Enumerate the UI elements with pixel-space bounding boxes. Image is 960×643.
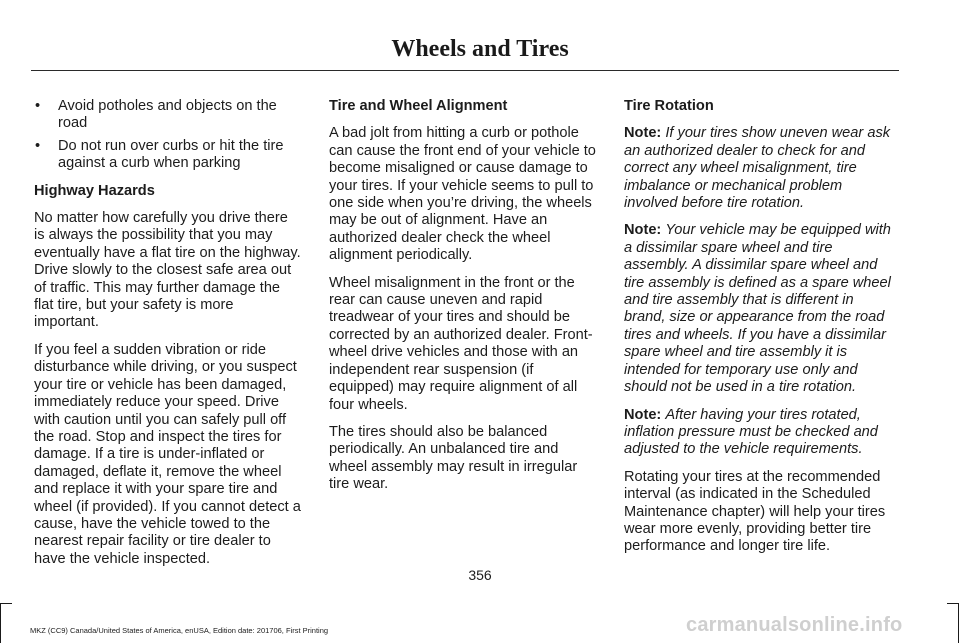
bullet-icon: • bbox=[35, 98, 41, 114]
note bbox=[624, 125, 892, 212]
note-label: Note: bbox=[624, 222, 662, 239]
section-heading-highway-hazards: Highway Hazards bbox=[34, 182, 155, 199]
list-item-text: Do not run over curbs or hit the tire against a curb when parking bbox=[58, 137, 284, 172]
note-label: Note: bbox=[624, 125, 662, 142]
page-number: 356 bbox=[468, 567, 492, 583]
list-item bbox=[34, 98, 302, 133]
column-1 bbox=[34, 98, 302, 578]
paragraph: Rotating your tires at the recommended interval (as indicated in the Scheduled Maintenance chapter) will help your tires wear more evenly, providing better tire performance and longer tire life. bbox=[624, 468, 886, 555]
list-item bbox=[34, 138, 302, 173]
title-divider bbox=[31, 70, 899, 71]
page-title: Wheels and Tires bbox=[391, 36, 569, 62]
note bbox=[624, 222, 892, 396]
list-item-text: Avoid potholes and objects on the road bbox=[58, 98, 277, 132]
section-heading-tire-rotation: Tire Rotation bbox=[624, 98, 714, 114]
edition-footer: MKZ (CC9) Canada/United States of America, enUSA, Edition date: 201706, First Printing bbox=[30, 626, 329, 635]
note bbox=[624, 407, 892, 459]
section-heading-tire-wheel-alignment: Tire and Wheel Alignment bbox=[329, 98, 508, 114]
paragraph: No matter how carefully you drive there is always the possibility that you may eventually have a flat tire on the highway. Drive slowly to the closest safe area out of traffic. This may further damage the flat tire, but your safety is more important. bbox=[34, 210, 301, 331]
column-3 bbox=[624, 98, 892, 566]
bullet-icon: • bbox=[35, 137, 41, 154]
note-text: After having your tires rotated, inflation pressure must be checked and adjusted to the vehicle requirements. bbox=[624, 406, 878, 458]
note-text: If your tires show uneven wear ask an authorized dealer to check for and correct any wheel misalignment, tire imbalance or mechanical problem involved before tire rotation. bbox=[624, 125, 891, 212]
paragraph: Wheel misalignment in the front or the rear can cause uneven and rapid treadwear of your tires and should be corrected by an authorized dealer. Front-wheel drive vehicles and those with an independent rear suspension (if equipped) may require alignment of all four wheels. bbox=[329, 274, 593, 413]
paragraph: If you feel a sudden vibration or ride disturbance while driving, or you suspect your tire or vehicle has been damaged, immediately reduce your speed. Drive with caution until you can safely pull off the road. Stop and inspect the tires for damage. If a tire is under-inflated or damaged, deflate it, remove the wheel and replace it with your spare tire and wheel (if provided). If you cannot detect a cause, have the vehicle towed to the nearest repair facility or tire dealer to have the vehicle inspected. bbox=[34, 341, 301, 567]
note-label: Note: bbox=[624, 406, 662, 423]
column-2 bbox=[329, 98, 597, 504]
paragraph: A bad jolt from hitting a curb or pothole can cause the front end of your vehicle to become misaligned or cause damage to your tires. If your vehicle seems to pull to one side when you’re driving, the wheels may be out of alignment. Have an authorized dealer check the wheel alignment periodically. bbox=[329, 125, 596, 264]
note-text: Your vehicle may be equipped with a dissimilar spare wheel and tire assembly. A dissimilar spare wheel and tire assembly is defined as a spare wheel and tire assembly that is different in brand, size or appearance from the road tires and wheels. If you have a dissimilar spare wheel and tire assembly it is intended for temporary use only and should not be used in a tire rotation. bbox=[624, 222, 891, 396]
watermark: carmanualsonline.info bbox=[686, 614, 903, 636]
crop-mark-right bbox=[947, 603, 959, 643]
paragraph: The tires should also be balanced periodically. An unbalanced tire and wheel assembly may result in irregular tire wear. bbox=[329, 423, 578, 493]
bullet-list bbox=[34, 98, 302, 173]
crop-mark-left bbox=[0, 603, 12, 643]
